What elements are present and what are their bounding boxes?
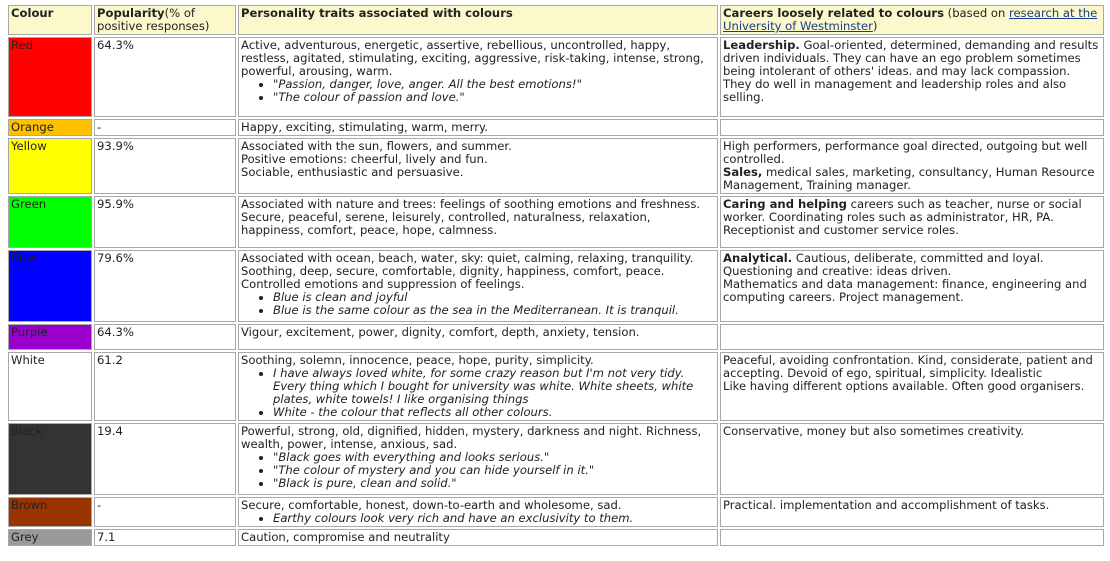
traits-cell	[238, 250, 718, 322]
colour-name: Grey	[11, 530, 39, 544]
quote-list	[241, 291, 715, 317]
quote-list	[241, 512, 715, 525]
popularity-cell: 93.9%	[94, 138, 236, 194]
colour-name: Blue	[11, 251, 37, 265]
career-line: Caring and helping careers such as teacher, nurse or social worker. Coordinating roles such as administrator, HR, PA.	[723, 197, 1082, 224]
trait-line: Soothing, deep, secure, comfortable, dignity, happiness, comfort, peace.	[241, 264, 665, 278]
table-row-purple	[8, 324, 1104, 350]
quote-list	[241, 78, 715, 104]
colour-swatch-cell	[8, 119, 92, 136]
popularity-cell: 19.4	[94, 423, 236, 495]
career-line: Sales, medical sales, marketing, consultancy, Human Resource Management, Training manager.	[723, 165, 1095, 192]
careers-header: Careers loosely related to colours (based on research at the University of Westminster)	[720, 5, 1104, 35]
career-line: Analytical. Cautious, deliberate, committed and loyal.	[723, 251, 1044, 265]
quote-item: • "The colour of passion and love."	[273, 91, 715, 104]
popularity-cell: -	[94, 497, 236, 527]
trait-line: Positive emotions: cheerful, lively and fun.	[241, 152, 488, 166]
table-row-green	[8, 196, 1104, 248]
trait-line: Soothing, solemn, innocence, peace, hope, purity, simplicity.	[241, 353, 594, 367]
colour-swatch-cell	[8, 138, 92, 194]
trait-line: Powerful, strong, old, dignified, hidden, mystery, darkness and night. Richness, wealth, power, intense, anxious, sad.	[241, 424, 702, 451]
career-category: Caring and helping	[723, 197, 847, 211]
trait-line: Secure, comfortable, honest, down-to-earth and wholesome, sad.	[241, 498, 622, 512]
careers-cell	[720, 497, 1104, 527]
trait-line: Associated with ocean, beach, water, sky: quiet, calming, relaxing, tranquility.	[241, 251, 694, 265]
traits-cell	[238, 324, 718, 350]
colour-name: Brown	[11, 498, 48, 512]
popularity-cell: -	[94, 119, 236, 136]
careers-cell	[720, 324, 1104, 350]
careers-cell	[720, 138, 1104, 194]
traits-header: Personality traits associated with colours	[238, 5, 718, 35]
header-row	[8, 5, 1104, 35]
trait-line: Happy, exciting, stimulating, warm, merry.	[241, 120, 488, 134]
colour-name: Yellow	[11, 139, 47, 153]
colour-name: Red	[11, 38, 34, 52]
quote-item: • I have always loved white, for some crazy reason but I'm not very tidy. Every thing which I bought for university was white. White sheets, white plates, white towels! I like organising things	[273, 367, 715, 406]
popularity-cell: 61.2	[94, 352, 236, 421]
table-row-blue	[8, 250, 1104, 322]
career-line: Mathematics and data management: finance, engineering and computing careers. Project management.	[723, 277, 1087, 304]
traits-cell	[238, 119, 718, 136]
popularity-cell: 95.9%	[94, 196, 236, 248]
career-line: Receptionist and customer service roles.	[723, 223, 959, 237]
career-line: Practical. implementation and accomplishment of tasks.	[723, 498, 1050, 512]
table-row-grey	[8, 529, 1104, 546]
trait-line: Sociable, enthusiastic and persuasive.	[241, 165, 464, 179]
careers-cell	[720, 119, 1104, 136]
popularity-cell: 64.3%	[94, 37, 236, 117]
quote-item: • "Passion, danger, love, anger. All the best emotions!"	[273, 78, 715, 91]
westminster-research-link[interactable]: research at the University of Westminster	[723, 6, 1098, 33]
colour-name: Green	[11, 197, 47, 211]
colour-swatch-cell	[8, 324, 92, 350]
popularity-cell: 64.3%	[94, 324, 236, 350]
quote-item: • Blue is clean and joyful	[273, 291, 715, 304]
colour-swatch-cell	[8, 37, 92, 117]
career-line: Questioning and creative: ideas driven.	[723, 264, 952, 278]
colour-swatch-cell	[8, 352, 92, 421]
careers-cell	[720, 37, 1104, 117]
table-row-brown	[8, 497, 1104, 527]
table-row-black	[8, 423, 1104, 495]
table-row-yellow	[8, 138, 1104, 194]
popularity-cell: 7.1	[94, 529, 236, 546]
traits-cell	[238, 196, 718, 248]
colour-name: White	[11, 353, 45, 367]
quote-item: • "Black is pure, clean and solid."	[273, 477, 715, 490]
colour-table	[6, 3, 1106, 548]
career-category: Analytical.	[723, 251, 793, 265]
quote-item: • Earthy colours look very rich and have an exclusivity to them.	[273, 512, 715, 525]
quote-list	[241, 451, 715, 490]
traits-cell	[238, 423, 718, 495]
quote-item: • Blue is the same colour as the sea in the Mediterranean. It is tranquil.	[273, 304, 715, 317]
careers-cell	[720, 196, 1104, 248]
trait-line: Vigour, excitement, power, dignity, comfort, depth, anxiety, tension.	[241, 325, 640, 339]
colour-name: Purple	[11, 325, 48, 339]
table-row-white	[8, 352, 1104, 421]
career-line: High performers, performance goal directed, outgoing but well controlled.	[723, 139, 1088, 166]
trait-line: Secure, peaceful, serene, leisurely, controlled, naturalness, relaxation, happiness, comfort, peace, hope, calmness.	[241, 210, 651, 237]
quote-item: • "Black goes with everything and looks serious."	[273, 451, 715, 464]
colour-swatch-cell	[8, 497, 92, 527]
trait-line: Active, adventurous, energetic, assertive, rebellious, uncontrolled, happy, restless, agitated, stimulating, exciting, aggressive, risk-taking, intense, strong, powerful, arousing, warm.	[241, 38, 704, 78]
colour-swatch-cell	[8, 196, 92, 248]
traits-cell	[238, 37, 718, 117]
career-line: Leadership. Goal-oriented, determined, demanding and results driven individuals. They can have an ego problem sometimes being intolerant of others' ideas. and may lack compassion.	[723, 38, 1099, 78]
career-line: Conservative, money but also sometimes creativity.	[723, 424, 1024, 438]
careers-cell	[720, 352, 1104, 421]
trait-line: Associated with the sun, flowers, and summer.	[241, 139, 512, 153]
colour-swatch-cell	[8, 250, 92, 322]
career-line: Like having different options available. Often good organisers.	[723, 379, 1085, 393]
quote-item: • "The colour of mystery and you can hide yourself in it."	[273, 464, 715, 477]
table-row-red	[8, 37, 1104, 117]
trait-line: Associated with nature and trees: feelings of soothing emotions and freshness.	[241, 197, 701, 211]
career-line: They do well in management and leadership roles and also selling.	[723, 77, 1067, 104]
traits-cell	[238, 529, 718, 546]
colour-swatch-cell	[8, 423, 92, 495]
popularity-header: Popularity(% of positive responses)	[94, 5, 236, 35]
traits-cell	[238, 497, 718, 527]
colour-header: Colour	[8, 5, 92, 35]
trait-line: Controlled emotions and suppression of feelings.	[241, 277, 525, 291]
traits-cell	[238, 138, 718, 194]
colour-name: Orange	[11, 120, 54, 134]
quote-list	[241, 367, 715, 419]
traits-cell	[238, 352, 718, 421]
colour-name: Black	[11, 424, 43, 438]
trait-line: Caution, compromise and neutrality	[241, 530, 450, 544]
career-category: Leadership.	[723, 38, 800, 52]
career-category: Sales,	[723, 165, 763, 179]
table-row-orange	[8, 119, 1104, 136]
careers-cell	[720, 423, 1104, 495]
career-line: Peaceful, avoiding confrontation. Kind, considerate, patient and accepting. Devoid of ego, spiritual, simplicity. Idealistic	[723, 353, 1093, 380]
careers-cell	[720, 250, 1104, 322]
popularity-cell: 79.6%	[94, 250, 236, 322]
quote-item: • White - the colour that reflects all other colours.	[273, 406, 715, 419]
colour-swatch-cell	[8, 529, 92, 546]
careers-cell	[720, 529, 1104, 546]
